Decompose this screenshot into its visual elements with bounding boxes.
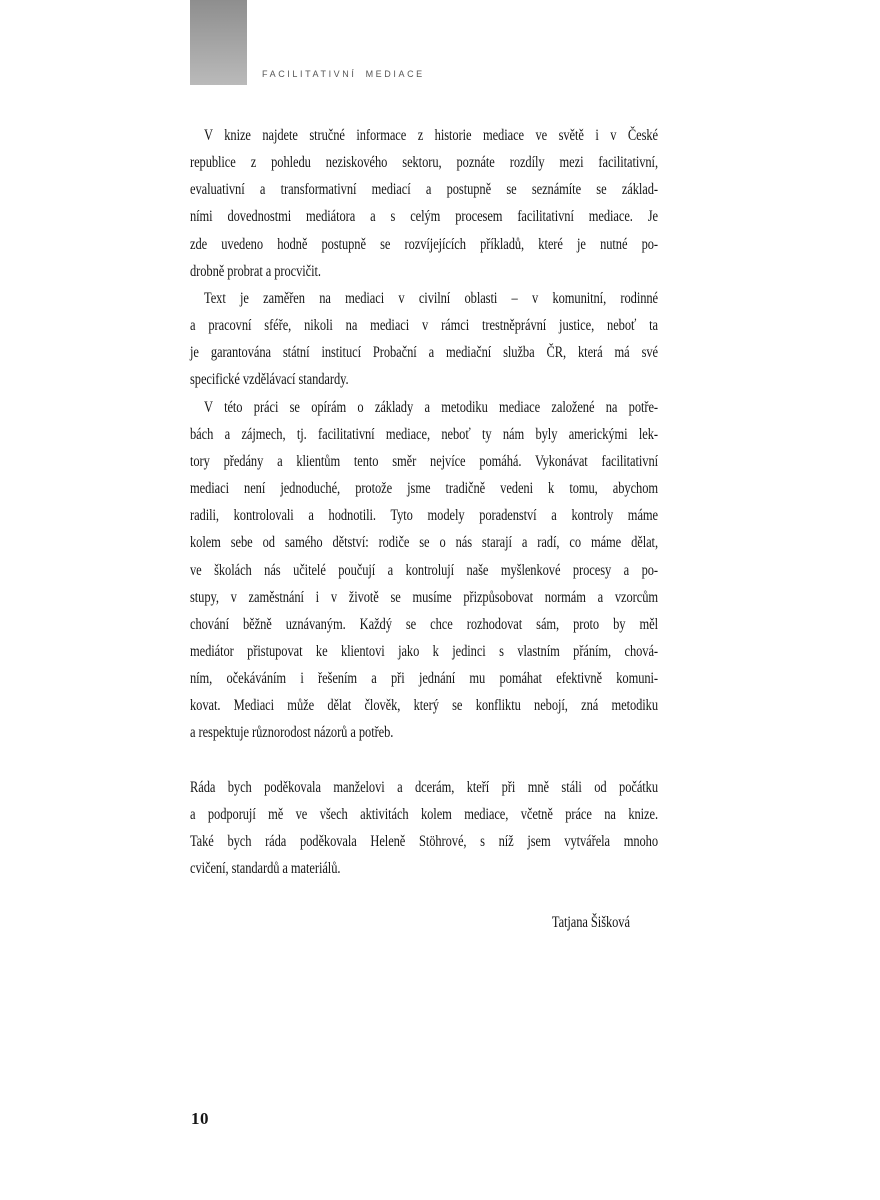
chapter-ornament-block bbox=[190, 0, 247, 85]
text-line: tory předány a klientům tento směr nejvíce pomáhá. Vykonávat facilitativní bbox=[190, 452, 658, 470]
text-line: kolem sebe od samého dětství: rodiče se o nás starají a radí, co máme dělat, bbox=[190, 534, 658, 552]
paragraph bbox=[190, 394, 658, 747]
text-line: ním, očekáváním i řešením a při jednání mu pomáhat efektivně komuni- bbox=[190, 670, 658, 688]
paragraph bbox=[190, 774, 658, 883]
text-line: specifické vzdělávací standardy. bbox=[190, 371, 349, 389]
text-line: mediátor přistupovat ke klientovi jako k jedinci s vlastním přáním, chová- bbox=[190, 642, 658, 660]
text-line: chování běžně uznávaným. Každý se chce rozhodovat sám, proto by měl bbox=[190, 615, 658, 633]
text-line: bách a zájmech, tj. facilitativní mediace, neboť ty nám byly americkými lek- bbox=[190, 425, 658, 443]
text-line: kovat. Mediaci může dělat člověk, který se konfliktu nebojí, zná metodiku bbox=[190, 697, 658, 715]
running-header: FACILITATIVNÍ MEDIACE bbox=[262, 69, 425, 79]
text-line: zde uvedeno hodně postupně se rozvíjejících příkladů, které je nutné po- bbox=[190, 235, 658, 253]
text-line: V této práci se opírám o základy a metodiku mediace založené na potře- bbox=[204, 398, 659, 416]
paragraph bbox=[190, 122, 658, 285]
text-line: cvičení, standardů a materiálů. bbox=[190, 860, 341, 878]
text-line: V knize najdete stručné informace z historie mediace ve světě i v České bbox=[204, 127, 659, 144]
text-line: Text je zaměřen na mediaci v civilní oblasti – v komunitní, rodinné bbox=[204, 289, 659, 307]
text-line: Také bych ráda poděkovala Heleně Stöhrové, s níž jsem vytvářela mnoho bbox=[190, 832, 658, 850]
author-signature: Tatjana Šišková bbox=[551, 914, 630, 932]
text-line: Ráda bych poděkovala manželovi a dcerám, kteří při mně stáli od počátku bbox=[190, 778, 658, 796]
text-line: republice z pohledu neziskového sektoru, poznáte rozdíly mezi facilitativní, bbox=[190, 154, 658, 172]
text-line: mediaci není jednoduché, protože jsme tradičně vedeni k tomu, abychom bbox=[190, 480, 658, 498]
text-line: radili, kontrolovali a hodnotili. Tyto modely poradenství a kontroly máme bbox=[190, 507, 658, 525]
text-line: ními dovednostmi mediátora a s celým procesem facilitativní mediace. Je bbox=[190, 208, 658, 226]
page-number: 10 bbox=[191, 1109, 209, 1128]
text-line: a respektuje různorodost názorů a potřeb. bbox=[190, 724, 394, 742]
text-line: stupy, v zaměstnání i v životě se musíme přizpůsobovat normám a vzorcům bbox=[190, 588, 658, 606]
text-line: a pracovní sféře, nikoli na mediaci v rámci trestněprávní justice, neboť ta bbox=[190, 317, 658, 335]
paragraph bbox=[190, 285, 658, 394]
text-line: je garantována státní institucí Probační a mediační služba ČR, která má své bbox=[190, 344, 658, 362]
body-text bbox=[190, 122, 658, 936]
text-line: a podporují mě ve všech aktivitách kolem mediace, včetně práce na knize. bbox=[190, 805, 658, 823]
text-line: evaluativní a transformativní mediací a postupně se seznámíte se základ- bbox=[190, 181, 658, 199]
text-line: ve školách nás učitelé poučují a kontrolují naše myšlenkové procesy a po- bbox=[190, 561, 658, 579]
text-line: drobně probrat a procvičit. bbox=[190, 262, 321, 280]
